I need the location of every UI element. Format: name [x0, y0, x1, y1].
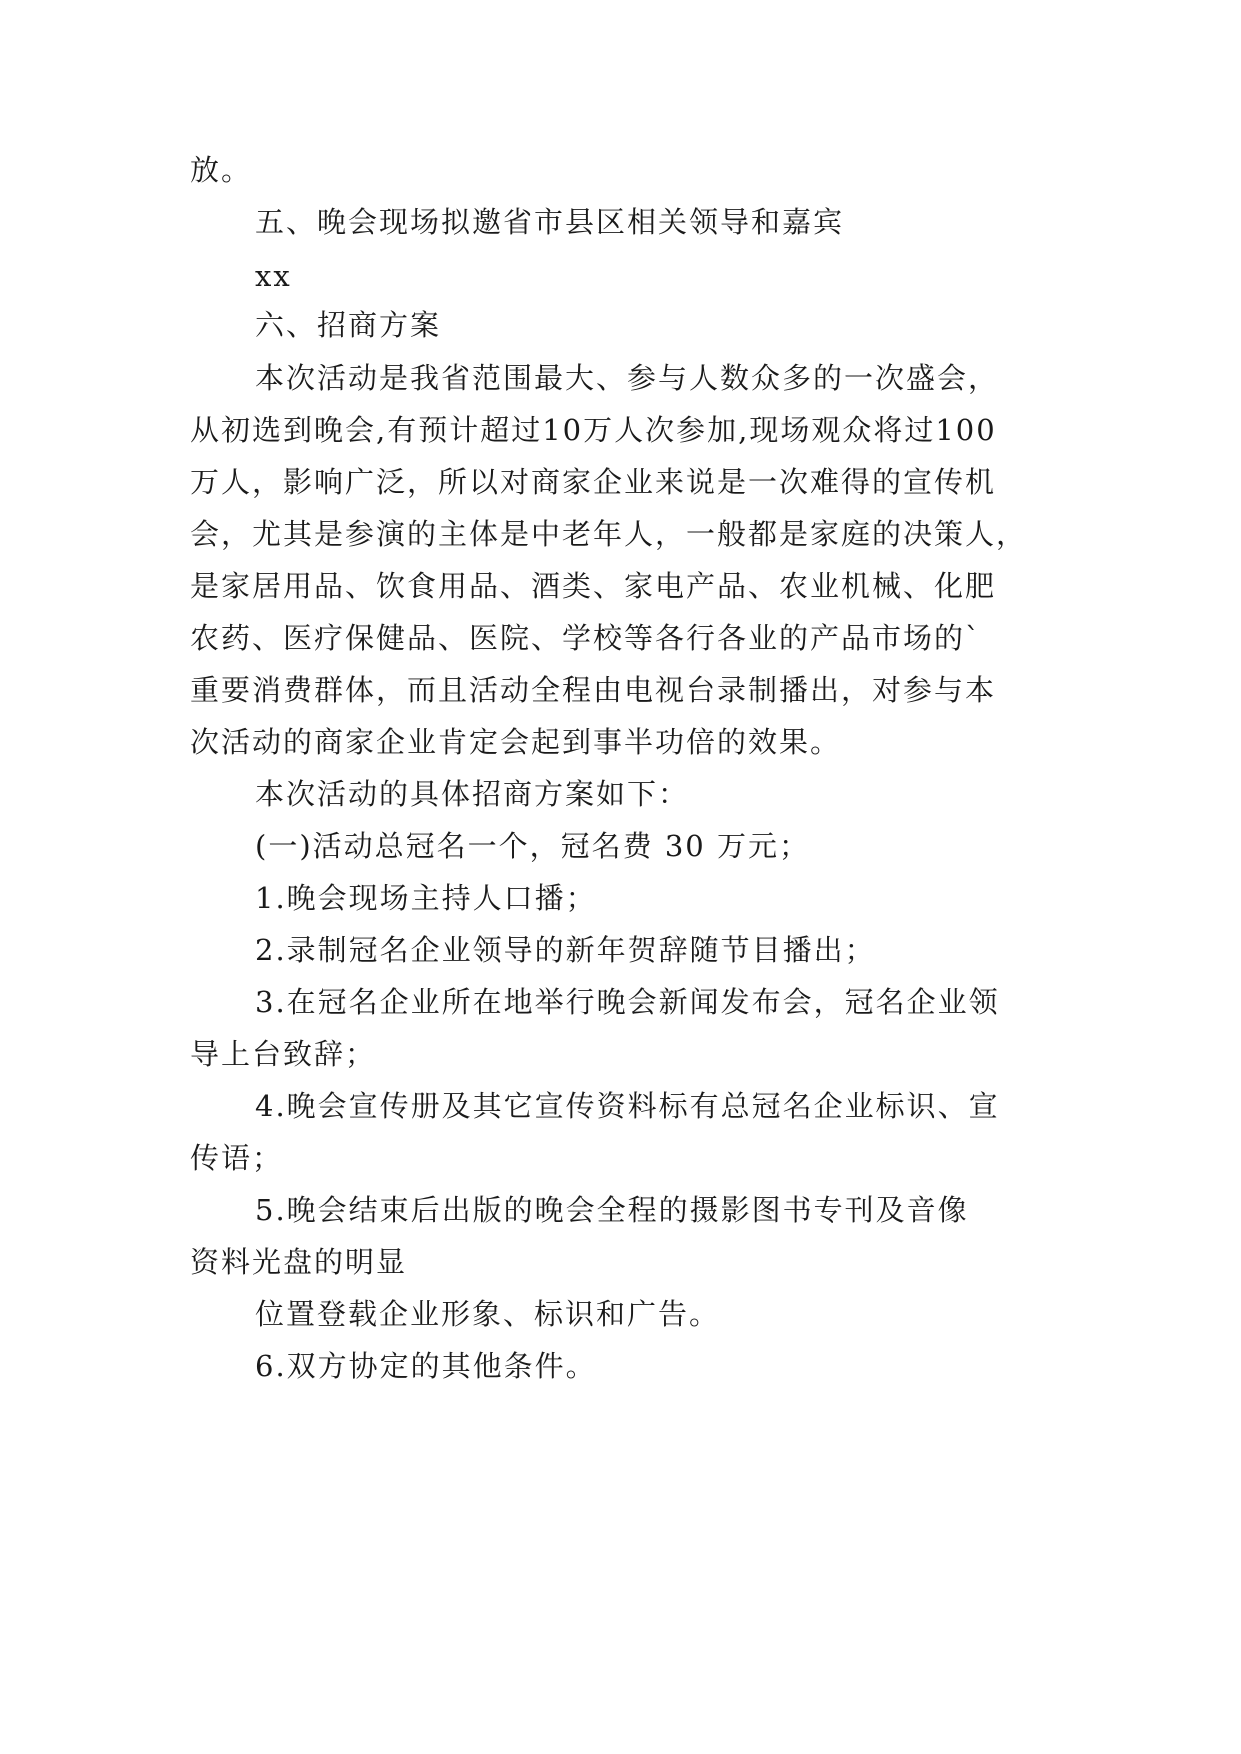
text-line: 放。 — [190, 153, 253, 187]
paragraph-line: 是家居用品、饮食用品、酒类、家电产品、农业机械、化肥 — [190, 569, 997, 603]
list-item: 5.晚会结束后出版的晚会全程的摄影图书专刊及音像 — [255, 1193, 969, 1227]
paragraph-line: 本次活动的具体招商方案如下： — [255, 777, 690, 811]
paragraph-line: 本次活动是我省范围最大、参与人数众多的一次盛会， — [255, 361, 1000, 395]
list-heading: (一)活动总冠名一个，冠名费 30 万元； — [255, 829, 810, 863]
list-item-continuation: 资料光盘的明显 — [190, 1245, 408, 1279]
list-item: 1.晚会现场主持人口播； — [255, 881, 597, 915]
paragraph-line: 重要消费群体，而且活动全程由电视台录制播出，对参与本 — [190, 673, 997, 707]
list-item-continuation: 传语； — [190, 1141, 284, 1175]
list-item-continuation: 导上台致辞； — [190, 1037, 377, 1071]
paragraph-line: 从初选到晚会,有预计超过10万人次参加,现场观众将过100 — [190, 413, 997, 447]
text-line: xx — [255, 259, 292, 293]
paragraph-line: 会，尤其是参演的主体是中老年人，一般都是家庭的决策人， — [190, 517, 1028, 551]
list-item: 4.晚会宣传册及其它宣传资料标有总冠名企业标识、宣 — [255, 1089, 1000, 1123]
paragraph-line: 农药、医疗保健品、医院、学校等各行各业的产品市场的` — [190, 621, 982, 655]
list-item-continuation: 位置登载企业形象、标识和广告。 — [255, 1297, 721, 1331]
paragraph-line: 次活动的商家企业肯定会起到事半功倍的效果。 — [190, 725, 842, 759]
list-item: 3.在冠名企业所在地举行晚会新闻发布会，冠名企业领 — [255, 985, 1000, 1019]
list-item: 2.录制冠名企业领导的新年贺辞随节目播出； — [255, 933, 876, 967]
paragraph-line: 万人，影响广泛，所以对商家企业来说是一次难得的宣传机 — [190, 465, 997, 499]
section-heading-5: 五、晚会现场拟邀省市县区相关领导和嘉宾 — [255, 205, 845, 239]
section-heading-6: 六、招商方案 — [255, 308, 442, 342]
list-item: 6.双方协定的其他条件。 — [255, 1349, 597, 1383]
